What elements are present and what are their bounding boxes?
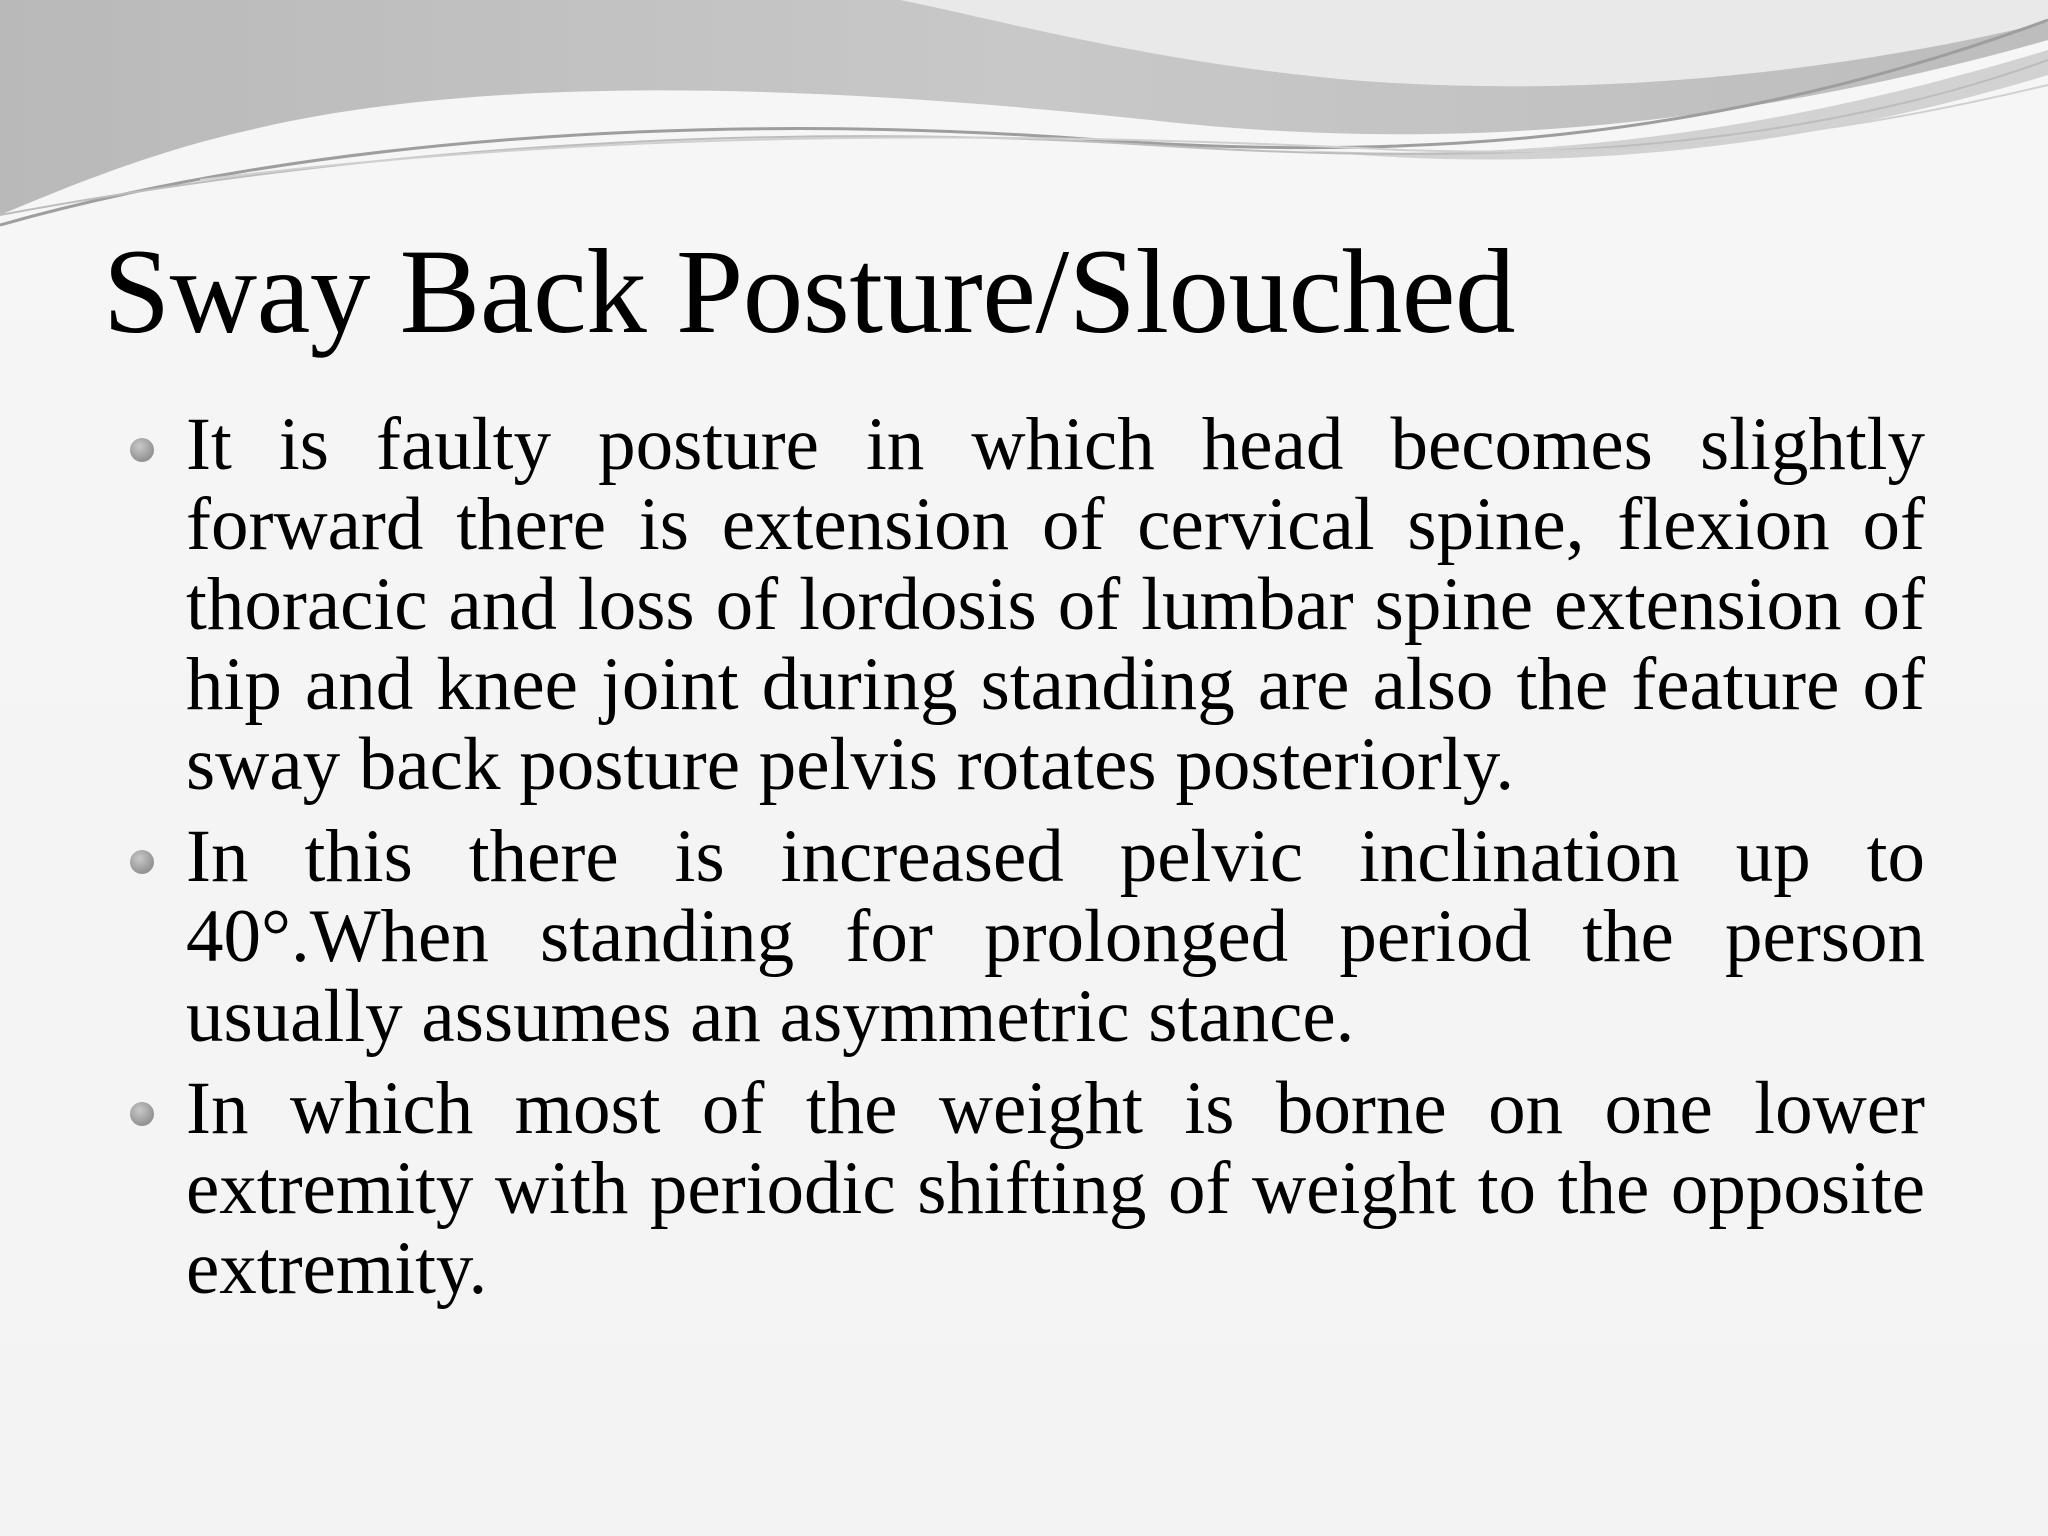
bullet-text: In which most of the weight is borne on one lower extremity with periodic shifting of weight to the opposite extremity. xyxy=(186,1067,1925,1310)
bullet-text: In this there is increased pelvic inclination up to 40°.When standing for prolonged period the person usually assumes an asymmetric stance. xyxy=(186,815,1925,1058)
bullet-item xyxy=(130,1069,1925,1309)
round-bullet-icon xyxy=(130,850,154,874)
bullet-item xyxy=(130,405,1925,805)
bullet-list xyxy=(130,405,1925,1321)
bullet-item xyxy=(130,817,1925,1057)
round-bullet-icon xyxy=(130,1102,154,1126)
slide-title: Sway Back Posture/Slouched xyxy=(103,225,1515,359)
bullet-text: It is faulty posture in which head becomes slightly forward there is extension of cervical spine, flexion of thoracic and loss of lordosis of lumbar spine extension of hip and knee joint during standing are also the feature of sway back posture pelvis rotates posteriorly. xyxy=(186,403,1925,806)
decorative-wave-header xyxy=(0,0,2048,240)
round-bullet-icon xyxy=(130,438,154,462)
